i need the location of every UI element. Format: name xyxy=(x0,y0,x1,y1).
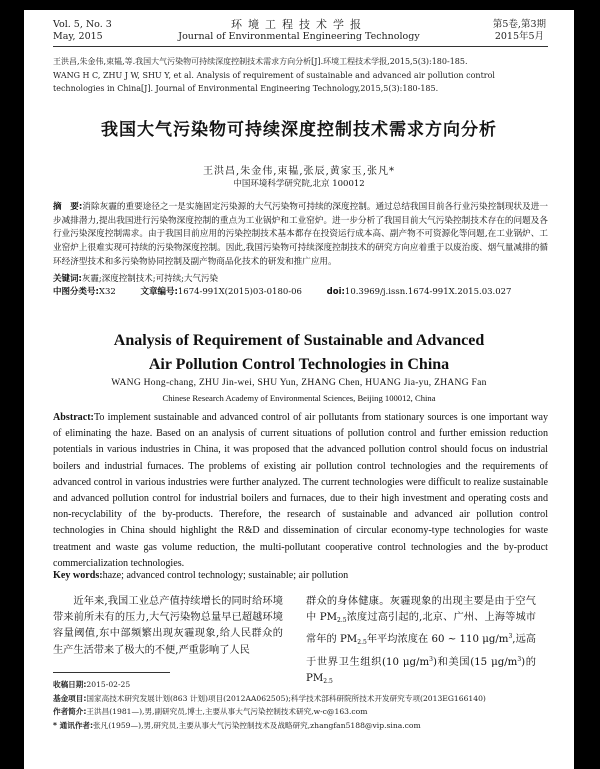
body-text: 年平均浓度在 60 ~ 110 μg/m xyxy=(366,634,509,646)
abstract-en xyxy=(53,410,548,572)
superscript: 3 xyxy=(517,655,522,663)
footnote-label: 收稿日期: xyxy=(53,680,87,689)
issue-date: May, 2015 xyxy=(53,31,103,42)
body-column-left: 近年来,我国工业总产值持续增长的同时给环境带来前所未有的压力,大气污染物总量早已超越环境容量阈值,东中部频繁出现灰霾现象,给人民群众的生产生活带来了极大的不便,严重影响了人民 xyxy=(53,596,283,656)
subscript: 2.5 xyxy=(337,617,347,625)
abstract-cn xyxy=(53,201,548,270)
footnote-text: 王洪昌(1981—),男,副研究员,博士,主要从事大气污染控制技术研究,w-c@163.com xyxy=(86,707,368,716)
keywords-cn-text: 灰霾;深度控制技术;可持续;大气污染 xyxy=(81,274,218,284)
volume-issue-cn: 第5卷,第3期 xyxy=(492,19,546,30)
title-en-line1: Analysis of Requirement of Sustainable and Advanced xyxy=(113,332,485,349)
authors-en: WANG Hong-chang, ZHU Jin-wei, SHU Yun, ZHANG Chen, HUANG Jia-yu, ZHANG Fan xyxy=(111,378,487,388)
header-volume-cn xyxy=(493,19,546,43)
footnote-label: * 通讯作者: xyxy=(53,720,94,730)
citation-en: WANG H C, ZHU J W, SHU Y, et al. Analysis of requirement of sustainable and advanced air pollution control technologies in China[J]. Journal of Environmental Engineering Technology,2015,5(3):180-185. xyxy=(53,70,495,93)
superscript: 3 xyxy=(508,633,513,641)
header-divider xyxy=(53,46,548,47)
paper-page xyxy=(24,10,574,769)
volume-issue: Vol. 5, No. 3 xyxy=(53,19,112,30)
clc-value: X32 xyxy=(98,287,116,297)
authors-cn: 王洪昌,朱金伟,束韫,张辰,黄家玉,张凡* xyxy=(203,166,395,177)
article-no-value: 1674-991X(2015)03-0180-06 xyxy=(177,287,302,297)
classification-row xyxy=(53,286,548,299)
footnote-text: 国家高技术研究发展计划(863 计划)项目(2012AA062505);科学技术部科研院所技术开发研究专项(2013EG166140) xyxy=(86,693,486,703)
footnote-corresponding-author xyxy=(53,719,553,733)
keywords-en-text: haze; advanced control technology; sustainable; air pollution xyxy=(102,570,349,581)
abstract-cn-label: 摘 要: xyxy=(53,202,83,212)
body-text: 群众的身体健康。灰霾现象的出现主要是由于空气中 PM xyxy=(306,596,536,624)
footnote-text: 张凡(1959—),男,研究员,主要从事大气污染控制技术及战略研究,zhangfan5188@vip.sina.com xyxy=(93,720,421,730)
keywords-cn xyxy=(53,273,548,286)
keywords-cn-label: 关键词: xyxy=(53,274,82,284)
clc-label: 中图分类号: xyxy=(53,287,99,297)
affiliation-en: Chinese Research Academy of Environmental Sciences, Beijing 100012, China xyxy=(162,393,436,403)
body-text: 浓度过高引起的,北京、广州、上海等城市常年的 PM xyxy=(306,612,536,646)
header-journal xyxy=(24,19,574,43)
footnote-label: 基金项目: xyxy=(53,693,87,703)
citation-block xyxy=(53,55,548,96)
article-no-label: 文章编号: xyxy=(140,287,178,297)
title-en xyxy=(24,329,574,377)
issue-date-cn: 2015年5月 xyxy=(494,31,545,42)
metadata-cn xyxy=(53,273,548,299)
subscript: 2.5 xyxy=(357,639,367,647)
abstract-en-text: To implement sustainable and advanced control of air pollutants from stationary sources is one important way of eliminating the haze. Based on an analysis of current situations of pollution control and further emission reduction potentials in various industries in China, it was proposed that the advanced pollution control should focus on industrial boilers and industrial furnaces. The problems of existing air pollution control technologies and the requirements of advanced control in various industries were further analyzed. The current technologies were difficult to realize sustainable and advanced pollution control for industrial boilers and furnaces, due to their high investment and operating costs and non-recyclability of the by-products. Therefore, the research of sustainable and advanced air pollution control technologies in China should highlight the R&D and dissemination of circular economy-type technologies for waste treatment and waste gas volume reduction, the multi-pollutant cooperative control technologies and the by-product commercialization technologies. xyxy=(53,412,548,569)
abstract-cn-text: 消除灰霾的重要途径之一是实施固定污染源的大气污染物可持续的深度控制。通过总结我国目前各行业污染控制现状及进一步减排潜力,提出我国进行污染物深度控制的重点为工业锅炉和工业窑炉。进一步分析了我国目前大气污染控制技术存在的问题及各行业污染深度控制需求。由于我国目前应用的污染控制技术基本都存在投资运行成本高、副产物不可资源化等问题,在工业锅炉、工业窑炉上很难实现可持续的污染物深度控制。因此,我国污染物可持续深度控制技术的研究方向应着重于以废治废、烟气量减排的循环经济型技术和多污染物协同控制及副产物商品化技术的研发和推广应用。 xyxy=(53,202,548,267)
affiliation-cn: 中国环境科学研究院,北京 100012 xyxy=(233,179,365,189)
subscript: 2.5 xyxy=(323,677,333,685)
journal-name-cn: 环境工程技术学报 xyxy=(231,18,367,31)
footnote-received xyxy=(53,678,553,692)
footnote-funding xyxy=(53,692,553,706)
title-cn: 我国大气污染物可持续深度控制技术需求方向分析 xyxy=(101,120,497,140)
body-column-right xyxy=(306,594,536,690)
title-en-line2: Air Pollution Control Technologies in China xyxy=(148,356,450,373)
keywords-en-label: Key words: xyxy=(53,570,103,581)
doi-label: doi: xyxy=(326,287,345,297)
footnote-divider xyxy=(53,672,170,673)
abstract-en-label: Abstract: xyxy=(53,412,94,423)
body-text: ,远高于世界卫生组织(10 μg/m xyxy=(306,634,536,668)
footnote-text: 2015-02-25 xyxy=(86,680,131,689)
body-text: )的 PM xyxy=(306,656,536,684)
journal-name-en: Journal of Environmental Engineering Technology xyxy=(178,31,420,42)
keywords-en xyxy=(53,570,548,581)
footnote-author-bio xyxy=(53,705,553,719)
citation-cn: 王洪昌,朱金伟,束韫,等.我国大气污染物可持续深度控制技术需求方向分析[J].环境工程技术学报,2015,5(3):180-185. xyxy=(53,57,468,66)
footnotes xyxy=(53,678,553,732)
footnote-label: 作者简介: xyxy=(53,707,87,716)
superscript: 3 xyxy=(429,655,433,663)
body-text: )和美国(15 μg/m xyxy=(432,656,518,668)
doi-value[interactable]: 10.3969/j.issn.1674-991X.2015.03.027 xyxy=(344,287,512,297)
